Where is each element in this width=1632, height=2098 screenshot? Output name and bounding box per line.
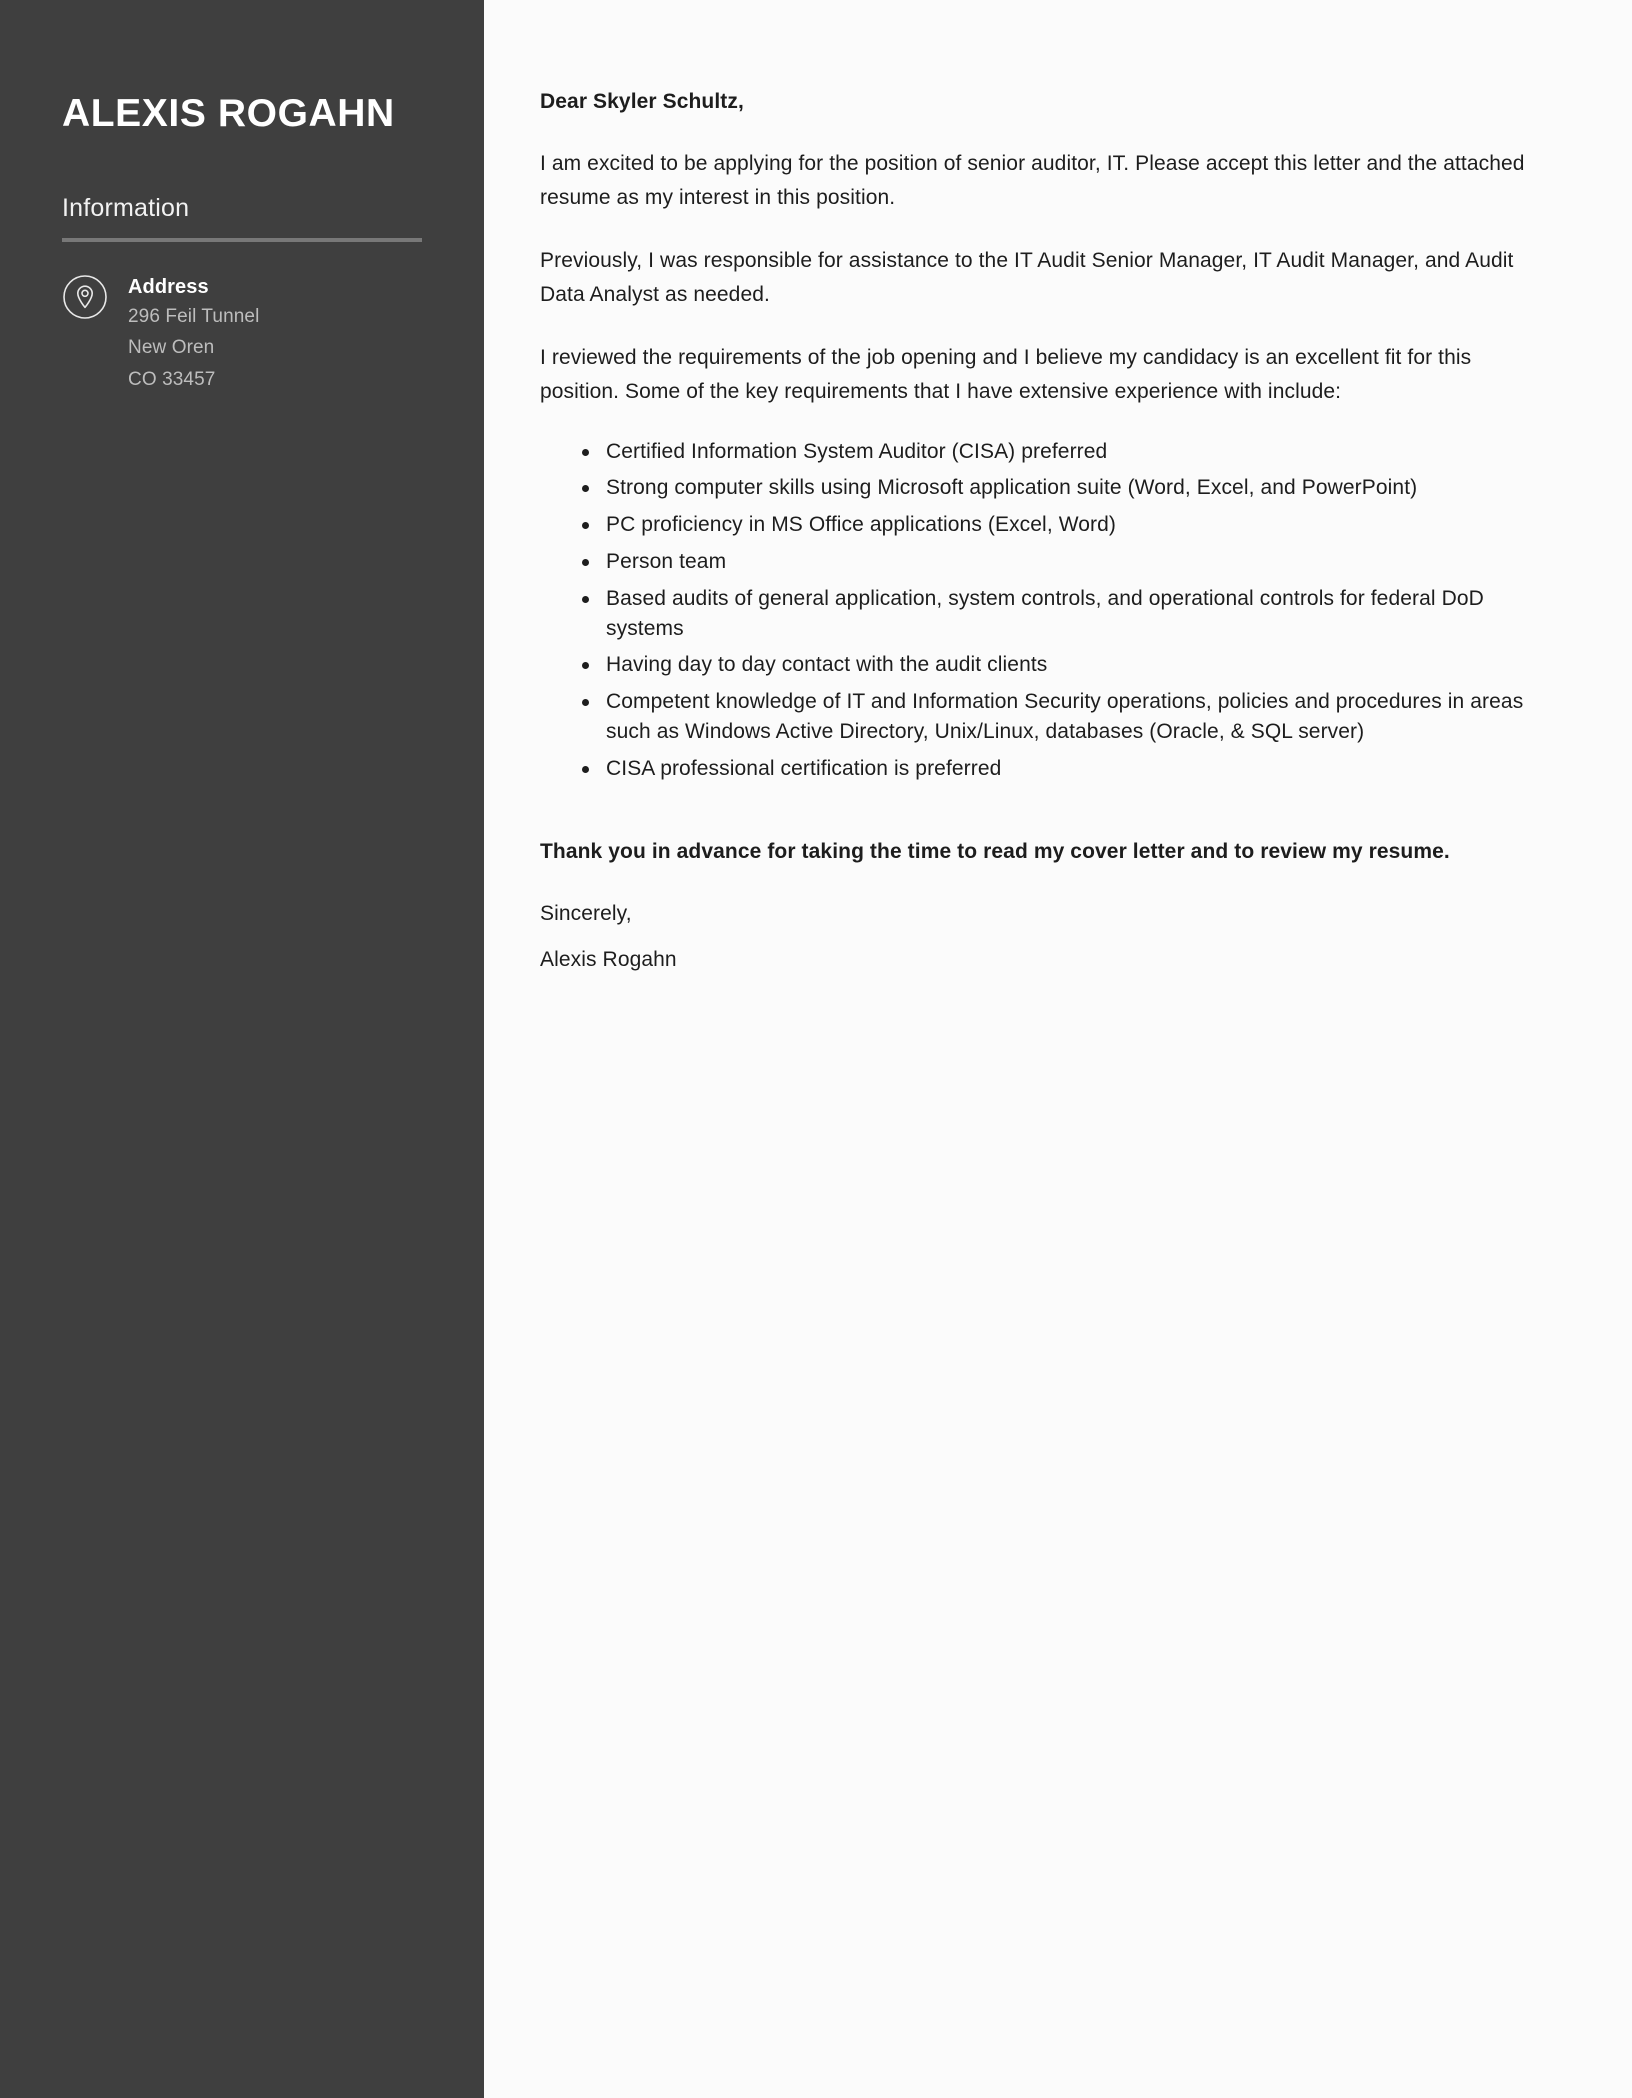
address-text-block — [128, 272, 259, 395]
list-item: Strong computer skills using Microsoft application suite (Word, Excel, and PowerPoint) — [580, 473, 1536, 503]
letter-body — [484, 0, 1632, 2098]
signature-name: Alexis Rogahn — [540, 947, 677, 971]
address-city: New Oren — [128, 337, 215, 359]
address-label: Address — [128, 275, 209, 298]
address-street: 296 Feil Tunnel — [128, 305, 260, 327]
map-pin-icon — [62, 274, 108, 320]
address-entry — [62, 272, 422, 395]
requirements-list — [540, 437, 1536, 784]
candidate-name: ALEXIS ROGAHN — [62, 92, 395, 135]
list-item: Competent knowledge of IT and Information Security operations, policies and procedures in areas such as Windows Active Directory, Unix/Linux, databases (Oracle, & SQL server) — [580, 687, 1536, 747]
closing-thanks: Thank you in advance for taking the time to read my cover letter and to review my resume. — [540, 839, 1450, 863]
letter-paragraph-2: Previously, I was responsible for assistance to the IT Audit Senior Manager, IT Audit Manager, and Audit Data Analyst as needed. — [540, 248, 1514, 306]
letter-paragraph-1: I am excited to be applying for the position of senior auditor, IT. Please accept this letter and the attached resume as my interest in this position. — [540, 151, 1525, 209]
letter-paragraph-3: I reviewed the requirements of the job opening and I believe my candidacy is an excellent fit for this position. Some of the key requirements that I have extensive experience with include: — [540, 345, 1472, 403]
list-item: CISA professional certification is preferred — [580, 754, 1536, 784]
list-item: Having day to day contact with the audit clients — [580, 650, 1536, 680]
sidebar — [0, 0, 484, 2098]
list-item: Person team — [580, 547, 1536, 577]
list-item: PC proficiency in MS Office applications (Excel, Word) — [580, 510, 1536, 540]
sign-off: Sincerely, — [540, 902, 632, 926]
salutation: Dear Skyler Schultz, — [540, 90, 744, 113]
information-section — [62, 193, 422, 395]
section-divider — [62, 238, 422, 242]
list-item: Based audits of general application, system controls, and operational controls for federal DoD systems — [580, 584, 1536, 644]
address-state-zip: CO 33457 — [128, 368, 216, 390]
information-section-title: Information — [62, 193, 190, 222]
list-item: Certified Information System Auditor (CISA) preferred — [580, 437, 1536, 467]
